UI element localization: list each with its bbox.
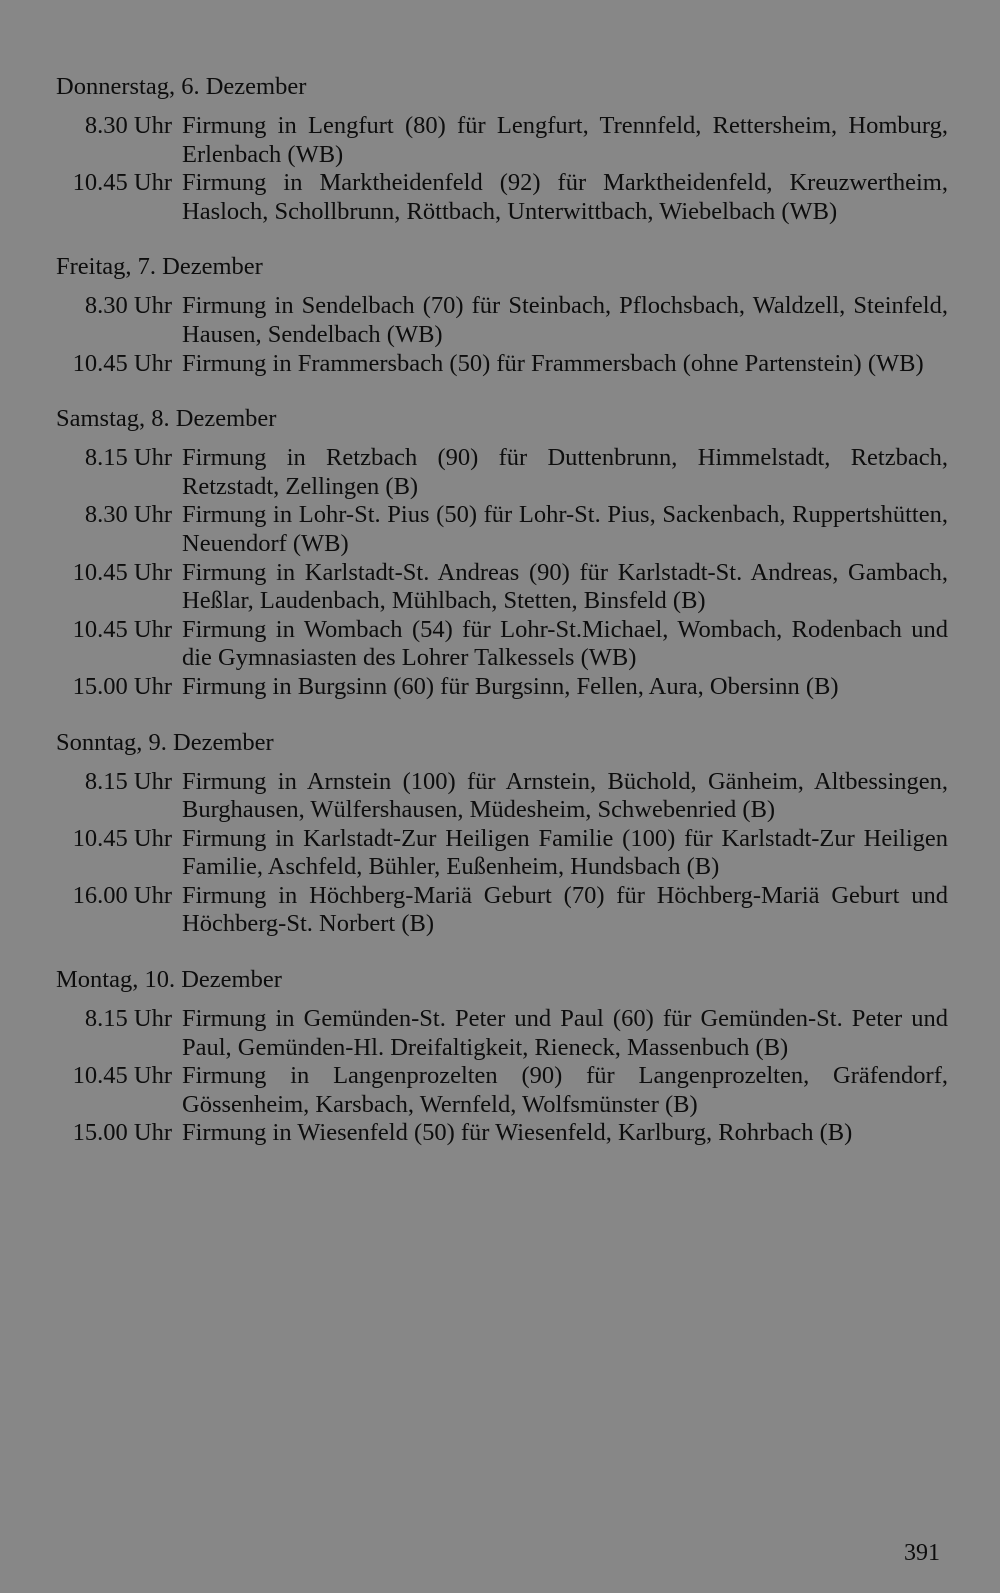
schedule-entry (56, 768, 948, 825)
entry-description: Firmung in Retzbach (90) für Duttenbrunn, Himmelstadt, Retzbach, Retzstadt, Zellingen (B) (182, 444, 948, 500)
schedule-entry (56, 1119, 948, 1148)
schedule-entry (56, 292, 948, 349)
entry-time: 10.45 Uhr (72, 558, 172, 586)
entry-time: 8.15 Uhr (84, 1005, 172, 1033)
day-section (56, 728, 948, 940)
day-section (56, 72, 948, 226)
schedule-entry (56, 882, 948, 939)
entry-description: Firmung in Burgsinn (60) für Burgsinn, Fellen, Aura, Obersinn (B) (182, 672, 839, 700)
day-section (56, 252, 948, 378)
entry-description: Firmung in Karlstadt-Zur Heiligen Familie (100) für Karlstadt-Zur Heiligen Familie, Aschfeld, Bühler, Eußenheim, Hundsbach (B) (182, 824, 948, 881)
entry-time: 15.00 Uhr (72, 1119, 172, 1147)
entry-description: Firmung in Wombach (54) für Lohr-St.Michael, Wombach, Rodenbach und die Gymnasiasten des Lohrer Talkessels (WB) (182, 615, 948, 672)
entry-description: Firmung in Karlstadt-St. Andreas (90) für Karlstadt-St. Andreas, Gambach, Heßlar, Laudenbach, Mühlbach, Stetten, Binsfeld (B) (182, 558, 948, 615)
entry-time: 15.00 Uhr (72, 672, 172, 700)
page-number: 391 (904, 1540, 940, 1566)
entry-description: Firmung in Frammersbach (50) für Frammersbach (ohne Partenstein) (WB) (182, 349, 924, 377)
schedule-content (56, 72, 948, 1174)
entry-description: Firmung in Sendelbach (70) für Steinbach, Pflochsbach, Waldzell, Steinfeld, Hausen, Sendelbach (WB) (182, 292, 948, 348)
schedule-entry (56, 444, 948, 501)
day-section (56, 965, 948, 1148)
entry-time: 10.45 Uhr (72, 169, 172, 197)
day-heading: Samstag, 8. Dezember (56, 405, 277, 433)
day-heading: Sonntag, 9. Dezember (56, 728, 274, 756)
entry-description: Firmung in Lengfurt (80) für Lengfurt, Trennfeld, Rettersheim, Homburg, Erlenbach (WB) (182, 112, 948, 168)
entry-description: Firmung in Höchberg-Mariä Geburt (70) für Höchberg-Mariä Geburt und Höchberg-St. Norbert (B) (182, 881, 948, 938)
entry-description: Firmung in Arnstein (100) für Arnstein, Büchold, Gänheim, Altbessingen, Burghausen, Wülfershausen, Müdesheim, Schwebenried (B) (182, 767, 948, 824)
schedule-entry (56, 112, 948, 169)
day-heading: Montag, 10. Dezember (56, 966, 282, 994)
schedule-entry (56, 825, 948, 882)
entry-time: 10.45 Uhr (72, 615, 172, 643)
entry-time: 10.45 Uhr (72, 349, 172, 377)
entry-time: 10.45 Uhr (72, 1062, 172, 1090)
schedule-entry (56, 673, 948, 702)
entry-description: Firmung in Gemünden-St. Peter und Paul (60) für Gemünden-St. Peter und Paul, Gemünden-Hl. Dreifaltigkeit, Rieneck, Massenbuch (B) (182, 1005, 948, 1061)
entry-time: 8.15 Uhr (84, 767, 172, 795)
schedule-entry (56, 559, 948, 616)
entry-description: Firmung in Marktheidenfeld (92) für Marktheidenfeld, Kreuzwertheim, Hasloch, Schollbrunn, Röttbach, Unterwittbach, Wiebelbach (WB) (182, 169, 948, 225)
entry-description: Firmung in Wiesenfeld (50) für Wiesenfeld, Karlburg, Rohrbach (B) (182, 1119, 853, 1147)
schedule-entry (56, 1062, 948, 1119)
entry-time: 8.30 Uhr (84, 112, 172, 139)
schedule-entry (56, 350, 948, 379)
day-section (56, 404, 948, 701)
schedule-entry (56, 1005, 948, 1062)
entry-time: 10.45 Uhr (72, 824, 172, 852)
schedule-entry (56, 169, 948, 226)
entry-description: Firmung in Lohr-St. Pius (50) für Lohr-St. Pius, Sackenbach, Ruppertshütten, Neuendorf (WB) (182, 501, 948, 557)
entry-time: 8.30 Uhr (84, 292, 172, 320)
entry-time: 8.30 Uhr (84, 501, 172, 529)
schedule-entry (56, 616, 948, 673)
entry-time: 8.15 Uhr (84, 444, 172, 472)
entry-description: Firmung in Langenprozelten (90) für Langenprozelten, Gräfendorf, Gössenheim, Karsbach, Wernfeld, Wolfsmünster (B) (182, 1062, 948, 1118)
day-heading: Donnerstag, 6. Dezember (56, 73, 307, 100)
schedule-entry (56, 501, 948, 558)
day-heading: Freitag, 7. Dezember (56, 253, 263, 281)
entry-time: 16.00 Uhr (72, 881, 172, 909)
